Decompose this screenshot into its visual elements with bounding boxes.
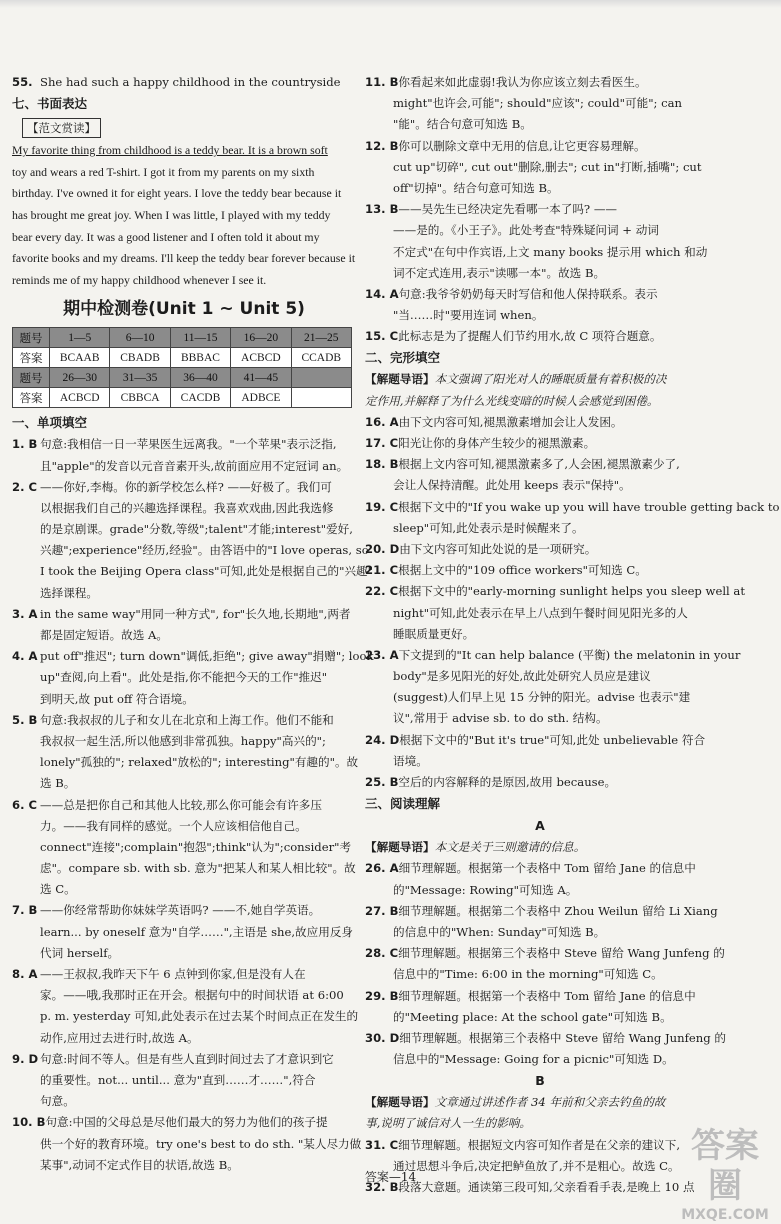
section-title: 一、单项填空 <box>12 415 88 431</box>
item-text: ——吴先生已经决定先看哪一本了吗? —— <box>398 202 618 217</box>
item-text: 段落大意题。通读第三段可知,父亲看看手表,是晚上 10 点 <box>398 1180 695 1194</box>
item-number: 55. <box>12 75 33 89</box>
answer-list <box>12 434 374 1176</box>
item-text: 信息中的"Time: 6:00 in the morning"可知选 C。 <box>393 967 663 982</box>
item-text: "能"。结合句意可知选 B。 <box>393 117 532 132</box>
watermark-url: MXQE.COM <box>681 1207 769 1223</box>
item-text: 力。——我有同样的感觉。一个人应该相信他自己。 <box>40 818 307 833</box>
item-text: 阳光让你的身体产生较少的褪黑激素。 <box>398 436 596 450</box>
item-text: 根据上文中的"109 office workers"可知选 C。 <box>398 563 647 578</box>
item-text: 你看起来如此虚弱!我认为你应该立刻去看医生。 <box>398 75 647 89</box>
item-number: 14. A <box>365 286 399 301</box>
item-text: 根据上文内容可知,褪黑激素多了,人会困,褪黑激素少了, <box>398 457 680 472</box>
answer-line <box>12 710 356 731</box>
item-text: 句意:时间不等人。但是有些人直到时间过去了才意识到它 <box>40 1051 334 1066</box>
answer-line <box>365 114 715 135</box>
item-number: 32. B <box>365 1180 399 1194</box>
item-number: 1. B <box>12 437 38 452</box>
answer-line <box>365 284 715 305</box>
answer-line <box>365 475 715 496</box>
item-number: 29. B <box>365 988 399 1003</box>
item-number: 15. C <box>365 329 399 344</box>
answer-list <box>365 72 715 347</box>
answer-line <box>365 263 715 284</box>
item-text: 的重要性。not... until... 意为"直到……才……",符合 <box>40 1072 316 1087</box>
answer-line <box>365 943 725 964</box>
answer-line <box>365 560 715 581</box>
item-text: 细节理解题。根据短文内容可知作者是在父亲的建议下, <box>398 1137 681 1152</box>
answer-line <box>365 412 715 433</box>
answer-line <box>365 751 715 772</box>
answer-line <box>12 456 356 477</box>
answer-line <box>12 985 356 1006</box>
answer-line <box>12 858 356 879</box>
answer-line <box>365 603 715 624</box>
answer-line <box>365 687 715 708</box>
item-text: 选 B。 <box>40 776 76 791</box>
answer-line <box>365 986 715 1007</box>
item-number: 23. A <box>365 647 399 662</box>
item-number: 12. B <box>365 138 399 153</box>
table-cell: 26—30 <box>50 368 110 388</box>
item-text: ——你经常帮助你妹妹学英语吗? ——不,她自学英语。 <box>40 903 321 918</box>
item-text: lonely"孤独的"; relaxed"放松的"; interesting"有趣的"。故 <box>40 755 359 770</box>
item-text: 通过思想斗争后,决定把鲈鱼放了,并不是粗心。故选 C。 <box>393 1158 680 1173</box>
item-text: 句意:中国的父母总是尽他们最大的努力为他们的孩子提 <box>45 1115 328 1130</box>
item-text: 信息中的"Message: Going for a picnic"可知选 D。 <box>393 1052 674 1067</box>
answer-list <box>365 858 726 1070</box>
guide-text: 本文是关于三则邀请的信息。 <box>434 840 586 855</box>
item-number: 21. C <box>365 563 399 578</box>
guide-label: 【解题导语】 <box>365 372 435 387</box>
answer-line <box>365 454 715 475</box>
answer-line <box>365 922 715 943</box>
table-cell: ACBCD <box>231 348 291 368</box>
table-label: 题号 <box>13 368 50 388</box>
table-cell: 6—10 <box>110 328 170 348</box>
essay-line: My favorite thing from childhood is a teddy bear. It is a brown soft <box>12 143 328 158</box>
guide-text: 文章通过讲述作者 34 年前和父亲去钓鱼的故 <box>434 1095 666 1110</box>
answer-line <box>12 625 356 646</box>
item-text: ——总是把你自己和其他人比较,那么你可能会有许多压 <box>40 797 322 812</box>
item-text: in the same way"用同一种方式", for"长久地,长期地",两者 <box>40 606 351 621</box>
answer-line <box>365 964 715 985</box>
answer-line <box>365 433 715 454</box>
answer-line <box>12 752 359 773</box>
item-text: 不定式"在句中作宾语,上文 many books 提示用 which 和动 <box>393 244 708 259</box>
item-text: 由下文内容可知,褪黑激素增加会让人发困。 <box>398 414 623 429</box>
item-text: 都是固定短语。故选 A。 <box>40 628 168 643</box>
answer-line <box>12 837 356 858</box>
item-text: 我叔叔一起生活,所以他感到非常孤独。happy"高兴的"; <box>40 733 326 748</box>
essay-line: favorite books and my dreams. I'll keep the teddy bear forever because it <box>12 251 356 266</box>
answer-line <box>365 880 715 901</box>
guide-label: 【解题导语】 <box>365 840 435 855</box>
essay-line: bear every day. It was a good listener and I often told it about my <box>12 229 320 244</box>
item-text: 议",常用于 advise sb. to do sth. 结构。 <box>393 711 608 726</box>
item-text: 的"Message: Rowing"可知选 A。 <box>393 882 578 897</box>
answer-line <box>365 242 715 263</box>
item-text: ——你好,李梅。你的新学校怎么样? ——好极了。我们可 <box>40 479 332 494</box>
answer-line <box>365 93 715 114</box>
essay-line: reminds me of my happy childhood whenever I see it. <box>12 272 267 287</box>
left-column <box>12 72 374 1176</box>
item-number: 3. A <box>12 606 38 621</box>
answer-line <box>12 434 356 455</box>
item-number: 10. B <box>12 1115 46 1130</box>
table-cell: 21—25 <box>291 328 351 348</box>
watermark-text: 答案圈 <box>691 1126 759 1206</box>
table-cell: 36—40 <box>170 368 230 388</box>
answer-list <box>365 1135 715 1199</box>
guide-text: 本文强调了阳光对人的睡眠质量有着积极的决 <box>434 372 667 387</box>
answer-line <box>365 645 741 666</box>
item-text: 语境。 <box>393 753 428 768</box>
answer-item <box>12 72 356 93</box>
answer-line <box>12 1112 356 1133</box>
answer-line <box>12 689 356 710</box>
item-number: 19. C <box>365 499 399 514</box>
item-number: 7. B <box>12 903 38 918</box>
item-text: 根据下文中的"If you wake up you will have trouble getting back to <box>398 499 780 514</box>
item-text: 动作,应用过去进行时,故选 A。 <box>40 1030 199 1045</box>
table-cell: CBADB <box>110 348 170 368</box>
guide-line <box>365 391 715 412</box>
guide-line <box>365 1092 715 1113</box>
item-number: 30. D <box>365 1030 400 1045</box>
answer-line <box>12 773 356 794</box>
item-text: 句意:我相信一日一苹果医生远离我。"一个苹果"表示泛指, <box>40 437 337 452</box>
answer-line <box>12 816 356 837</box>
table-cell: 1—5 <box>50 328 110 348</box>
model-essay-tag: 【范文赏读】 <box>22 118 101 138</box>
item-number: 4. A <box>12 649 38 664</box>
item-number: 6. C <box>12 797 38 812</box>
guide-line <box>365 1113 715 1134</box>
essay-line: has brought me great joy. When I was little, I played with my teddy <box>12 207 331 222</box>
item-text: 的是京剧课。grade"分数,等级";talent"才能;interest"爱好, <box>40 522 353 537</box>
watermark-logo <box>677 1126 773 1223</box>
answer-line <box>365 326 715 347</box>
answer-line <box>365 666 715 687</box>
answer-line <box>12 1006 359 1027</box>
item-number: 25. B <box>365 775 399 789</box>
item-number: 8. A <box>12 967 38 982</box>
answer-line <box>12 604 356 625</box>
item-text: 选择课程。 <box>40 585 98 600</box>
table-cell: CCADB <box>291 348 351 368</box>
test-title: 期中检测卷(Unit 1 ~ Unit 5) <box>63 299 305 320</box>
answer-line <box>12 1070 356 1091</box>
item-number: 9. D <box>12 1051 39 1066</box>
item-text: She had such a happy childhood in the countryside <box>40 75 341 89</box>
item-text: night"可知,此处表示在早上八点到午餐时间见阳光多的人 <box>393 605 688 620</box>
answer-line <box>365 624 715 645</box>
answer-line <box>12 879 356 900</box>
item-text: 兴趣";experience"经历,经验"。由答语中的"I love operas, so <box>40 543 369 558</box>
answer-line <box>365 1028 726 1049</box>
item-number: 16. A <box>365 414 399 429</box>
guide-text: 事,说明了诚信对人一生的影响。 <box>365 1116 531 1131</box>
item-number: 13. B <box>365 202 399 217</box>
part-label: B <box>535 1073 545 1089</box>
guide-text: 定作用,并解释了为什么光线变暗的时候人会感觉到困倦。 <box>365 393 659 408</box>
essay-line: toy and wears a red T-shirt. I got it from my parents on my sixth <box>12 164 315 179</box>
answer-line <box>12 498 356 519</box>
table-label: 题号 <box>13 328 50 348</box>
section-title: 二、完形填空 <box>365 350 441 366</box>
answer-line <box>12 561 373 582</box>
item-text: ——王叔叔,我昨天下午 6 点钟到你家,但是没有人在 <box>40 967 306 982</box>
answer-line <box>12 540 369 561</box>
item-text: learn... by oneself 意为"自学……",主语是 she,故应用反身 <box>40 924 354 939</box>
answer-line <box>12 583 356 604</box>
answer-line <box>12 477 356 498</box>
item-text: 代词 herself。 <box>40 945 120 960</box>
answer-line <box>365 518 715 539</box>
item-text: 睡眠质量更好。 <box>393 626 475 641</box>
table-cell: 31—35 <box>110 368 170 388</box>
answer-line <box>12 922 356 943</box>
item-text: 细节理解题。根据第一个表格中 Tom 留给 Jane 的信息中 <box>398 988 696 1003</box>
guide-label: 【解题导语】 <box>365 1095 435 1110</box>
model-essay <box>12 140 356 291</box>
item-text: 细节理解题。根据第二个表格中 Zhou Weilun 留给 Li Xiang <box>398 903 718 918</box>
table-cell: ADBCE <box>231 388 291 408</box>
page-top-shadow <box>0 0 781 8</box>
item-number: 24. D <box>365 732 400 747</box>
answer-line <box>365 178 715 199</box>
answer-line <box>12 519 356 540</box>
guide-line <box>365 369 715 390</box>
item-text: 词不定式连用,表示"读哪一本"。故选 B。 <box>393 265 606 280</box>
item-number: 18. B <box>365 457 399 472</box>
item-text: put off"推迟"; turn down"调低,拒绝"; give away"捐赠"; look <box>40 649 374 664</box>
item-text: 某事",动词不定式作目的状语,故选 B。 <box>40 1157 239 1172</box>
item-text: up"查阅,向上看"。此处是指,你不能把今天的工作"推迟" <box>40 670 328 685</box>
item-number: 5. B <box>12 712 38 727</box>
item-text: 选 C。 <box>40 882 76 897</box>
table-cell: CBBCA <box>110 388 170 408</box>
answer-line <box>365 772 715 793</box>
table-cell: 11—15 <box>170 328 230 348</box>
answer-line <box>365 858 715 879</box>
answer-line <box>365 497 780 518</box>
answer-line <box>365 199 715 220</box>
answer-line <box>365 157 715 178</box>
item-text: might"也许会,可能"; should"应该"; could"可能"; can <box>393 96 682 111</box>
item-text: 句意。 <box>40 1094 75 1109</box>
item-text: 家。——哦,我那时正在开会。根据句中的时间状语 at 6:00 <box>40 988 344 1003</box>
item-number: 11. B <box>365 75 399 89</box>
item-text: off"切掉"。结合句意可知选 B。 <box>393 180 559 195</box>
table-cell <box>291 388 351 408</box>
item-text: 到明天,故 put off 符合语境。 <box>40 691 194 706</box>
item-text: 此标志是为了提醒人们节约用水,故 C 项符合题意。 <box>398 329 662 344</box>
answer-line <box>365 1007 715 1028</box>
answer-line <box>365 901 718 922</box>
answer-line <box>365 136 715 157</box>
item-text: 细节理解题。根据第三个表格中 Steve 留给 Wang Junfeng 的 <box>398 946 725 961</box>
item-text: "当……时"要用连词 when。 <box>393 308 544 323</box>
answer-line <box>365 305 715 326</box>
item-text: 细节理解题。根据第一个表格中 Tom 留给 Jane 的信息中 <box>398 861 696 876</box>
answer-line <box>365 730 715 751</box>
item-number: 26. A <box>365 861 399 876</box>
item-text: body"是多见阳光的好处,故此处研究人员应是建议 <box>393 669 651 684</box>
item-number: 2. C <box>12 479 38 494</box>
table-cell: CACDB <box>170 388 230 408</box>
item-text: connect"连接";complain"抱怨";think"认为";consider"考 <box>40 839 352 854</box>
table-cell: 16—20 <box>231 328 291 348</box>
item-text: 根据下文中的"But it's true"可知,此处 unbelievable 符合 <box>399 732 706 747</box>
answer-list <box>365 412 780 793</box>
section-title: 三、阅读理解 <box>365 796 441 812</box>
answer-line <box>365 72 715 93</box>
item-text: (suggest)人们早上见 15 分钟的阳光。advise 也表示"建 <box>393 690 691 705</box>
item-text: 根据下文中的"early-morning sunlight helps you sleep well at <box>398 584 745 599</box>
item-text: 且"apple"的发音以元音音素开头,故前面应用不定冠词 an。 <box>40 458 349 473</box>
item-text: ——是的。《小王子》。此处考查"特殊疑问词 + 动词 <box>393 223 659 238</box>
item-text: 的"Meeting place: At the school gate"可知选 B。 <box>393 1009 672 1024</box>
answer-line <box>365 708 715 729</box>
item-text: sleep"可知,此处表示是时候醒来了。 <box>393 520 584 535</box>
table-label: 答案 <box>13 388 50 408</box>
item-number: 17. C <box>365 436 399 450</box>
answer-line <box>12 646 374 667</box>
answer-line <box>12 667 356 688</box>
answer-line <box>12 731 356 752</box>
answer-line <box>12 1028 356 1049</box>
table-cell <box>291 368 351 388</box>
item-text: 以根据我们自己的兴趣选择课程。我喜欢戏曲,因此我选修 <box>40 500 334 515</box>
answer-line <box>12 900 356 921</box>
section-title: 七、书面表达 <box>12 96 88 112</box>
table-cell: BCAAB <box>50 348 110 368</box>
item-text: 会让人保持清醒。此处用 keeps 表示"保持"。 <box>393 478 631 493</box>
answer-line <box>12 1091 356 1112</box>
answer-line <box>365 1135 715 1156</box>
item-text: 你可以删除文章中无用的信息,让它更容易理解。 <box>398 138 646 153</box>
essay-line: birthday. I've owned it for eight years. I love the teddy bear because it <box>12 186 342 201</box>
item-text: 下文提到的"It can help balance (平衡) the melatonin in your <box>398 647 741 662</box>
page-footer: 答案—14 <box>364 1170 417 1184</box>
item-text: cut up"切碎", cut out"删除,删去"; cut in"打断,插嘴"; cut <box>393 159 702 174</box>
item-number: 20. D <box>365 541 400 556</box>
answer-line <box>365 581 745 602</box>
item-text: p. m. yesterday 可知,此处表示在过去某个时间点正在发生的 <box>40 1009 359 1024</box>
table-cell: 41—45 <box>231 368 291 388</box>
item-number: 31. C <box>365 1137 399 1152</box>
guide-line <box>365 837 715 858</box>
answer-table <box>12 327 352 408</box>
answer-line <box>12 1134 362 1155</box>
answer-line <box>12 964 356 985</box>
item-text: 句意:我叔叔的儿子和女儿在北京和上海工作。他们不能和 <box>40 712 334 727</box>
item-text: 空后的内容解释的是原因,故用 because。 <box>398 775 617 789</box>
item-text: 由下文内容可知此处说的是一项研究。 <box>399 541 597 556</box>
item-number: 22. C <box>365 584 399 599</box>
answer-line <box>12 1049 356 1070</box>
answer-line <box>365 539 715 560</box>
answer-line <box>12 795 356 816</box>
item-number: 28. C <box>365 946 399 961</box>
answer-line <box>365 1049 715 1070</box>
item-text: 句意:我爷爷奶奶每天时写信和他人保持联系。表示 <box>398 286 658 301</box>
item-text: I took the Beijing Opera class"可知,此处是根据自己的"兴趣" <box>40 564 373 579</box>
item-text: 的信息中的"When: Sunday"可知选 B。 <box>393 924 606 939</box>
item-text: 供一个好的教育环境。try one's best to do sth. "某人尽力做 <box>40 1136 362 1151</box>
part-label: A <box>535 818 545 834</box>
answer-line <box>365 220 715 241</box>
item-number: 27. B <box>365 903 399 918</box>
table-label: 答案 <box>13 348 50 368</box>
item-text: 虑"。compare sb. with sb. 意为"把某人和某人相比较"。故 <box>40 861 356 876</box>
item-text: 细节理解题。根据第三个表格中 Steve 留给 Wang Junfeng 的 <box>399 1030 726 1045</box>
table-cell: BBBAC <box>170 348 230 368</box>
answer-line <box>12 943 356 964</box>
table-cell: ACBCD <box>50 388 110 408</box>
